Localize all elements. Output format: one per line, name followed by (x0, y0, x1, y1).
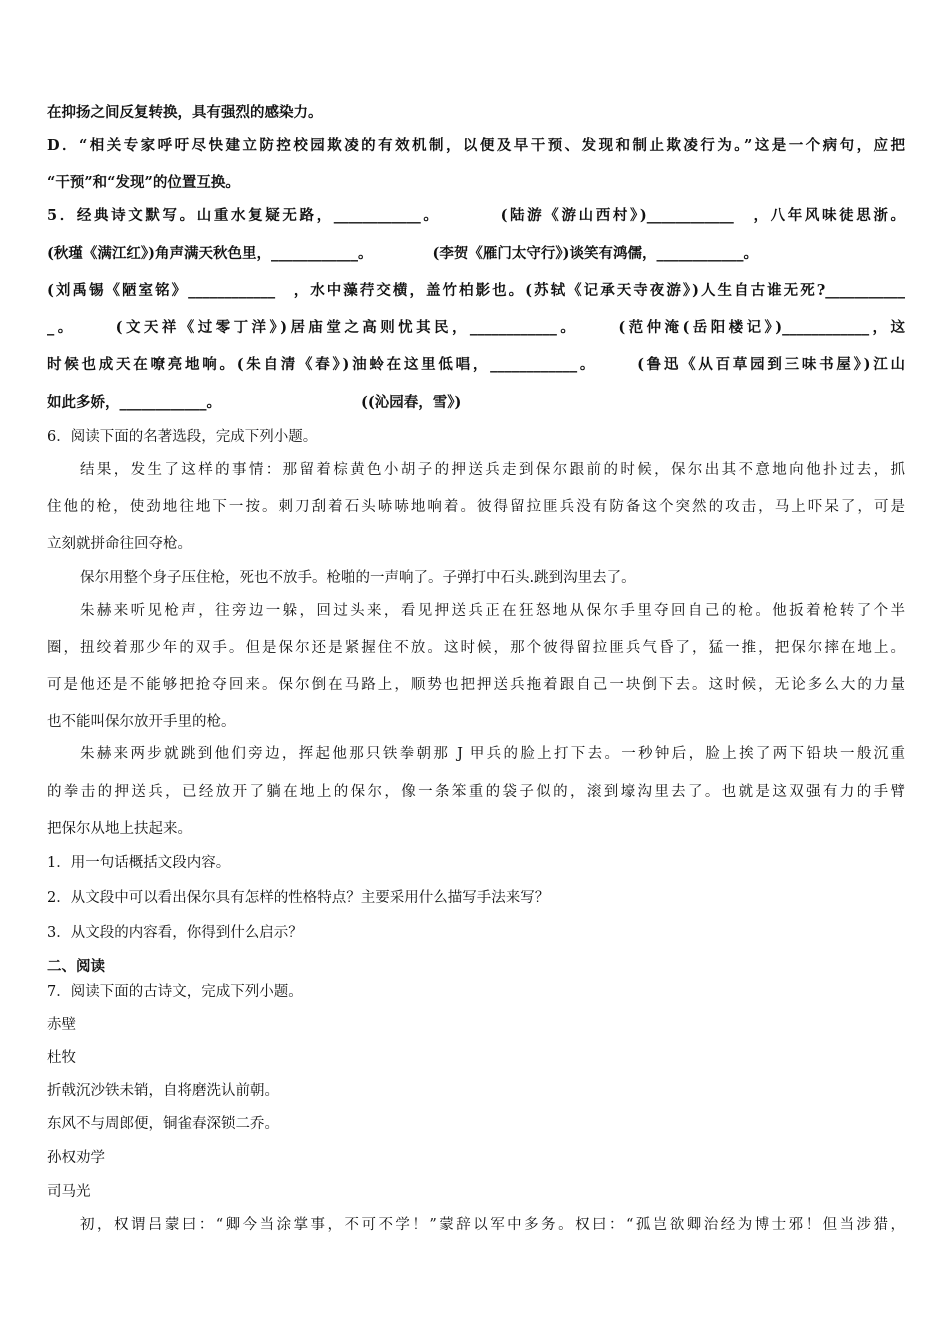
q6-title: 6．阅读下面的名著选段，完成下列小题。 (47, 429, 318, 445)
q5-line-2 (47, 244, 905, 264)
q5-line-5-b: (鲁迅《从百草园到三味书屋》)江山 (637, 356, 905, 373)
q5-line-1 (47, 206, 905, 226)
q5-line-5-a: 时候也成天在嘹亮地响。(朱自清《春》)油蛉在这里低唱，____________。 (47, 356, 598, 373)
q6-para-4-line-3: 把保尔从地上扶起来。 (47, 821, 192, 837)
q5-line-4-a: _。 (47, 319, 76, 336)
q5-line-6 (47, 393, 905, 413)
q6-para-1-line-1: 结果，发生了这样的事情：那留着棕黄色小胡子的押送兵走到保尔跟前的时候，保尔出其不意地向他扑过去，抓 (80, 462, 905, 478)
q6-para-3-line-3: 可是他还是不能够把抢夺回来。保尔倒在马路上，顺势也把押送兵拖着跟自己一块倒下去。这时候，无论多么大的力量 (47, 677, 905, 693)
option-d-line-1: D．“相关专家呼吁尽快建立防控校园欺凌的有效机制，以便及早干预、发现和制止欺凌行为。”这是一个病句，应把 (47, 137, 905, 154)
option-d-line-2: “干预”和“发现”的位置互换。 (47, 174, 240, 191)
q5-line-4 (47, 318, 905, 338)
poem-line-2: 东风不与周郎便，铜雀春深锁二乔。 (47, 1116, 279, 1132)
q6-para-2: 保尔用整个身子压住枪，死也不放手。枪啪的一声响了。子弹打中石头.跳到沟里去了。 (80, 570, 636, 586)
q6-para-1-line-2: 住他的枪，使劲地往地下一按。刺刀刮着石头哧哧地响着。彼得留拉匪兵没有防备这个突然的攻击，马上吓呆了，可是 (47, 499, 905, 515)
poem-title: 赤壁 (47, 1017, 76, 1033)
q5-line-2-a: (秋瑾《满江红》)角声满天秋色里，____________。 (47, 245, 373, 262)
q6-sub-question-3: 3．从文段的内容看，你得到什么启示？ (47, 925, 303, 941)
prose-line-1: 初，权谓吕蒙曰：“卿今当涂掌事，不可不学！”蒙辞以军中多务。权曰：“孤岂欲卿治经为博士邪！但当涉猎， (80, 1217, 905, 1233)
q5-line-4-c: (范仲淹(岳阳楼记》)____________，这 (618, 319, 905, 336)
option-c-continuation: 在抑扬之间反复转换，具有强烈的感染力。 (47, 104, 323, 121)
q6-para-3-line-4: 也不能叫保尔放开手里的枪。 (47, 714, 236, 730)
q6-para-1-line-3: 立刻就拼命往回夺枪。 (47, 536, 192, 552)
q5-line-4-b: (文天祥《过零丁洋》)居庙堂之高则忧其民，____________。 (115, 319, 579, 336)
section-heading-reading: 二、阅读 (47, 958, 105, 975)
poem-line-1: 折戟沉沙铁未销，自将磨洗认前朝。 (47, 1083, 279, 1099)
q7-title: 7．阅读下面的古诗文，完成下列小题。 (47, 984, 303, 1000)
q5-line-6-b: ((沁园春，雪》) (361, 394, 462, 411)
q5-line-6-a: 如此多娇，____________。 (47, 394, 221, 411)
q6-para-3-line-1: 朱赫来听见枪声，往旁边一躲，回过头来，看见押送兵正在狂怒地从保尔手里夺回自己的枪。他扳着枪转了个半 (80, 603, 905, 619)
poem-author: 杜牧 (47, 1050, 76, 1066)
q5-line-5 (47, 355, 905, 375)
q6-sub-question-2: 2．从文段中可以看出保尔具有怎样的性格特点？主要采用什么描写手法来写？ (47, 890, 550, 906)
prose-title: 孙权劝学 (47, 1150, 105, 1166)
q6-para-4-line-2: 的拳击的押送兵，已经放开了躺在地上的保尔，像一条笨重的袋子似的，滚到壕沟里去了。也就是这双强有力的手臂 (47, 784, 905, 800)
q5-line-3: (刘禹锡《陋室铭》____________ ，水中藻荇交横，盖竹柏影也。(苏轼《记承天寺夜游》)人生自古谁无死?___________ (47, 282, 905, 299)
q6-para-4-line-1: 朱赫来两步就跳到他们旁边，挥起他那只铁拳朝那 J 甲兵的脸上打下去。一秒钟后，脸上挨了两下铅块一般沉重 (80, 746, 905, 762)
q5-line-1-b: (陆游《游山西村》)____________ ，八年风味徒思浙。 (500, 207, 905, 224)
q5-line-2-b: (李贺《雁门太守行》)谈笑有鸿儒，____________。 (432, 245, 758, 262)
prose-author: 司马光 (47, 1184, 91, 1200)
q6-para-3-line-2: 圈，扭绞着那少年的双手。但是保尔还是紧握住不放。这时候，那个彼得留拉匪兵气昏了，猛一推，把保尔摔在地上。 (47, 640, 905, 656)
q5-line-1-a: 5．经典诗文默写。山重水复疑无路，____________。 (47, 207, 441, 224)
q6-sub-question-1: 1．用一句话概括文段内容。 (47, 855, 231, 871)
